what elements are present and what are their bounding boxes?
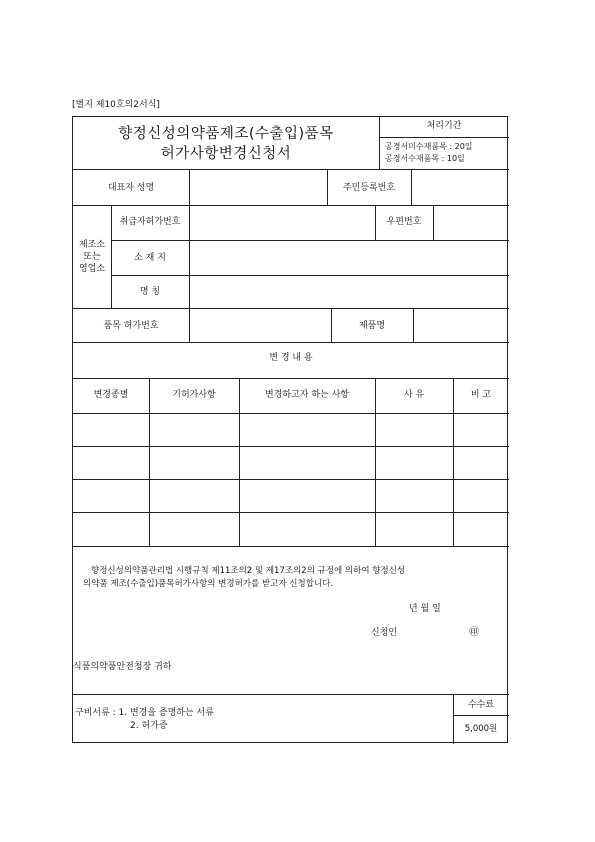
business-name-label: 명 칭 — [139, 287, 161, 297]
representative-name-label: 대표자 성명 — [107, 183, 155, 193]
resident-number-label: 주민등록번호 — [342, 183, 396, 193]
fee-amount: 5,000원 — [464, 724, 498, 734]
address-label: 소 재 지 — [134, 253, 166, 263]
form-number-label: [별지 제10호의2서식] — [72, 100, 160, 110]
attachments-item1: 구비서류 : 1. 변경을 증명하는 서류 — [75, 708, 214, 718]
date-line: 년 월 일 — [409, 604, 441, 614]
application-form — [72, 116, 508, 743]
processing-period-line2: 공경서수재품목 : 10일 — [385, 154, 465, 163]
license-number-label: 취급자허가번호 — [119, 217, 181, 227]
item-permit-number-label: 품목 허가번호 — [103, 321, 159, 331]
statement-line2: 의약품 제조(수출입)품목허가사항의 변경허가를 받고자 신청합니다. — [83, 579, 334, 589]
change-section-title: 변 경 내 용 — [269, 353, 313, 363]
column-header-existing: 기허가사항 — [172, 390, 216, 400]
statement-line1: 향정신성의약품관리법 시행규칙 제11조의2 및 제17조의2의 규정에 의하여 향정신성 — [91, 566, 406, 576]
product-name-label: 제품명 — [358, 321, 386, 331]
change-row-1 — [73, 413, 509, 446]
column-header-remarks: 비 고 — [470, 390, 492, 400]
fee-label: 수수료 — [467, 700, 495, 710]
attachments-item2: 2. 허가증 — [130, 721, 168, 731]
column-header-change-type: 변경종별 — [93, 390, 129, 400]
form-title-line2: 허가사항변경신청서 — [160, 146, 292, 162]
change-row-4 — [73, 512, 509, 546]
change-row-3 — [73, 479, 509, 512]
column-header-reason: 사 유 — [403, 390, 425, 400]
applicant-label: 신청인 — [371, 628, 398, 638]
column-header-desired-change: 변경하고자 하는 사항 — [265, 390, 349, 400]
seal-mark: ㊞ — [469, 627, 479, 638]
form-title-line1: 향정신성의약품제조(수출입)품목 — [118, 126, 334, 142]
change-row-2 — [73, 446, 509, 479]
recipient-line: 식품의약품안전청장 귀하 — [73, 662, 172, 672]
processing-period-header: 처리기간 — [426, 121, 462, 131]
postal-code-label: 우편번호 — [386, 217, 422, 227]
processing-period-line1: 공경서미수재품목 : 20일 — [385, 142, 473, 151]
business-section-label: 제조소 또는 영업소 — [78, 240, 106, 274]
